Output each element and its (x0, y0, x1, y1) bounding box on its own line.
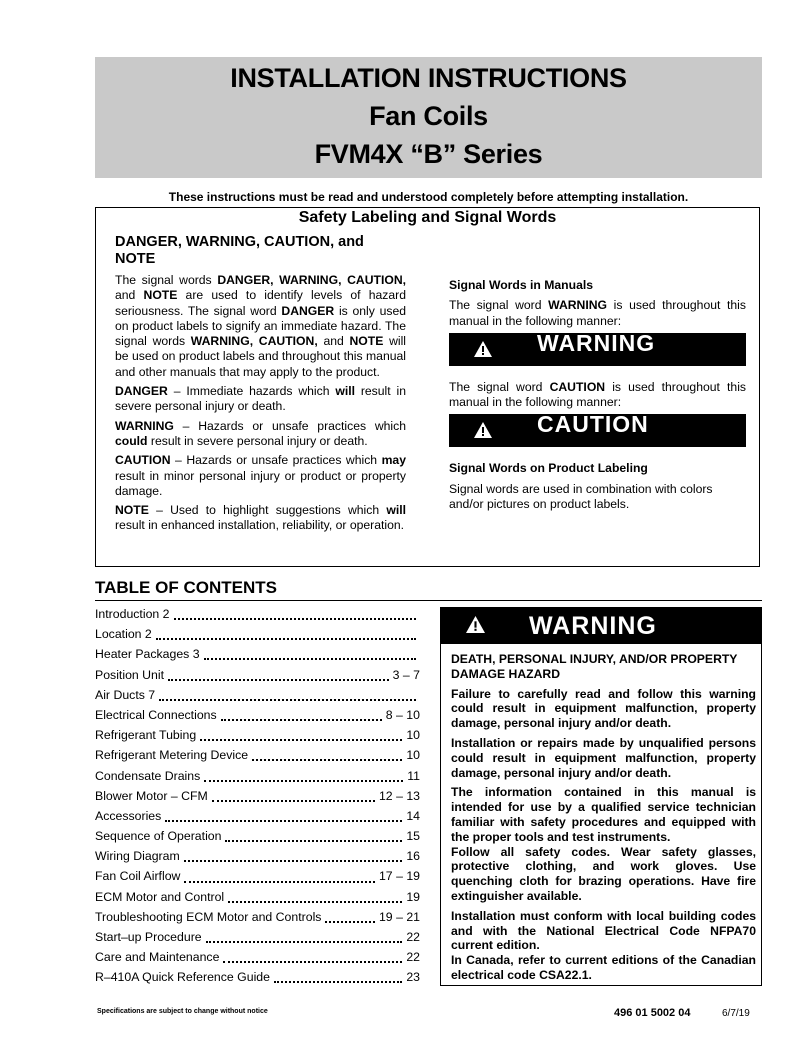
product-labeling-heading: Signal Words on Product Labeling (449, 461, 648, 476)
toc-entry-page: 8 – 10 (385, 707, 420, 722)
leader-dots (206, 941, 403, 943)
signal-word-paragraph (115, 419, 406, 450)
toc-entry-label: Air Ducts 7 (95, 687, 156, 702)
toc-entry[interactable] (95, 826, 420, 846)
leader-dots (228, 901, 402, 903)
signal-word-paragraphs (115, 273, 406, 534)
warning-paragraph: Failure to carefully read and follow this warning could result in equipment malfunction, property damage, personal injury and/or death. (451, 686, 756, 731)
text-run: The signal word (449, 379, 550, 394)
toc-entry-label: Wiring Diagram (95, 849, 180, 864)
toc-entry[interactable] (95, 806, 420, 826)
text-run: is used throughout this manual in the following manner: (449, 379, 746, 410)
warning-paragraph: The information contained in this manual is intended for use by a qualified service technician familiar with safety procedures and equipped with the proper tools and test instruments. (451, 785, 756, 844)
toc-entry-page: 15 (406, 829, 420, 844)
warning-paragraph: Installation or repairs made by unqualified persons could result in equipment malfunction, property damage, personal injury and/or death. (451, 735, 756, 780)
warning-box (440, 607, 762, 986)
leader-dots (184, 881, 375, 883)
warning-box-body (441, 644, 761, 983)
intro-notice: These instructions must be read and understood completely before attempting installation. (168, 190, 689, 204)
toc-entry[interactable] (95, 927, 420, 947)
title-line-2: Fan Coils (369, 101, 488, 131)
leader-dots (223, 961, 402, 963)
toc-entry-label: Introduction 2 (95, 607, 170, 621)
toc-entry-label: Fan Coil Airflow (95, 869, 181, 884)
leader-dots (200, 739, 402, 741)
toc-entry-label: Refrigerant Tubing (95, 728, 197, 743)
leader-dots (252, 759, 402, 761)
text-run: The signal word (449, 298, 549, 313)
warning-triangle-icon (466, 616, 485, 633)
toc-entry-label: Start–up Procedure (95, 930, 202, 944)
text-run: result in severe personal injury or death. (115, 384, 406, 414)
leader-dots (225, 840, 402, 842)
leader-dots (174, 618, 416, 620)
bold-text: NOTE (115, 503, 149, 518)
toc-entry-label: Sequence of Operation (95, 829, 222, 844)
toc-entry-page: 19 (406, 889, 420, 904)
title-line-3: FVM4X “B” Series (314, 139, 543, 169)
warning-paragraph: Follow all safety codes. Wear safety glasses, protective clothing, and work gloves. Use quenching cloth for brazing operations. Have fire extinguisher available. (451, 844, 756, 903)
warning-box-label: WARNING (529, 612, 657, 640)
bold-text: may (381, 453, 406, 468)
bold-text: NOTE (143, 288, 178, 303)
toc-entry-label: Accessories (95, 808, 162, 823)
bold-text: could (115, 433, 148, 448)
spec-note: Specifications are subject to change without notice (97, 1008, 268, 1015)
toc-entry[interactable] (95, 705, 420, 725)
toc-entry-page: 17 – 19 (378, 869, 420, 884)
toc-divider (95, 600, 762, 601)
bold-text: WARNING (548, 298, 608, 313)
manuals-heading: Signal Words in Manuals (449, 278, 594, 292)
toc-entry-page: 22 (406, 930, 420, 944)
text-run: are used to identify levels of hazard seriousness. The signal word (115, 288, 406, 318)
toc-entry[interactable] (95, 665, 420, 685)
toc-entry-page: 10 (406, 748, 420, 763)
text-run: result in severe personal injury or death. (147, 433, 368, 448)
bold-text: WARNING, CAUTION, (190, 334, 318, 349)
toc-entry[interactable] (95, 846, 420, 866)
warning-signal-label (449, 329, 746, 366)
toc-entry-page: 12 – 13 (378, 788, 420, 803)
toc-entry-page: 23 (406, 970, 420, 985)
caution-signal-label (449, 411, 746, 447)
toc-entry-page: 19 – 21 (378, 909, 420, 924)
bold-text: CAUTION (115, 453, 171, 468)
toc-entry-label: Position Unit (95, 667, 165, 682)
toc-entry[interactable] (95, 644, 420, 664)
toc-entry-page: 3 – 7 (392, 667, 420, 682)
signal-word-paragraph (115, 273, 406, 380)
toc-heading: TABLE OF CONTENTS (95, 578, 277, 597)
toc-entry[interactable] (95, 786, 420, 806)
text-run: will be used on product labels and throughout this manual and other manuals that may apply to the product. (115, 334, 407, 379)
bold-text: will (386, 503, 406, 518)
bold-text: will (335, 384, 355, 399)
bold-text: DANGER, WARNING, CAUTION, (217, 273, 407, 287)
hazard-title: DEATH, PERSONAL INJURY, AND/OR PROPERTY DAMAGE HAZARD (451, 652, 738, 681)
warning-usage-text (449, 298, 746, 329)
toc-entry-page: 14 (406, 808, 420, 823)
toc-entry-page: 16 (406, 849, 420, 864)
leader-dots (274, 981, 402, 983)
toc-entry[interactable] (95, 907, 420, 927)
table-of-contents (95, 604, 420, 988)
leader-dots (184, 860, 403, 862)
leader-dots (165, 820, 402, 822)
signal-words-heading: DANGER, WARNING, CAUTION, and NOTE (115, 234, 364, 267)
toc-entry[interactable] (95, 725, 420, 745)
warning-label: WARNING (537, 329, 656, 356)
safety-right-column (449, 278, 746, 516)
warning-paragraph: Installation must conform with local building codes and with the National Electrical Code NFPA70 current edition. (451, 908, 756, 953)
leader-dots (212, 800, 375, 802)
warning-box-header (441, 608, 761, 644)
toc-entry[interactable] (95, 967, 420, 987)
toc-entry-label: Troubleshooting ECM Motor and Controls (95, 909, 322, 924)
text-run: and (115, 288, 144, 303)
toc-entry-label: Care and Maintenance (95, 950, 220, 965)
leader-dots (168, 679, 389, 681)
toc-entry[interactable] (95, 766, 420, 786)
warning-triangle-icon (474, 422, 492, 438)
warning-paragraph: In Canada, refer to current editions of the Canadian electrical code CSA22.1. (451, 953, 756, 982)
toc-entry-label: ECM Motor and Control (95, 889, 225, 904)
leader-dots (156, 638, 416, 640)
caution-label: CAUTION (537, 411, 649, 438)
toc-entry-label: R–410A Quick Reference Guide (95, 970, 270, 985)
leader-dots (204, 780, 403, 782)
safety-left-column (115, 234, 406, 538)
bold-text: WARNING (115, 418, 174, 433)
toc-entry[interactable] (95, 887, 420, 907)
text-run: – Immediate hazards which (167, 384, 336, 399)
leader-dots (204, 658, 416, 660)
text-run: result in enhanced installation, reliability, or operation. (115, 518, 405, 533)
product-labeling-text: Signal words are used in combination with colors and/or pictures on product labels. (449, 481, 713, 512)
text-run: is used throughout this manual in the following manner: (449, 298, 746, 328)
bold-text: DANGER (115, 384, 168, 399)
title-banner (95, 57, 762, 178)
toc-entry[interactable] (95, 866, 420, 886)
bold-text: NOTE (349, 334, 384, 349)
toc-entry-label: Heater Packages 3 (95, 647, 200, 662)
text-run: and (317, 334, 350, 349)
text-run: – Hazards or unsafe practices which (170, 453, 382, 468)
safety-labeling-box (95, 207, 760, 567)
toc-entry-page: 10 (406, 728, 420, 743)
leader-dots (325, 921, 375, 923)
text-run: – Hazards or unsafe practices which (173, 418, 406, 433)
title-line-1: INSTALLATION INSTRUCTIONS (230, 63, 627, 93)
warning-triangle-icon (474, 341, 492, 357)
toc-entry-label: Location 2 (95, 627, 152, 642)
toc-entry-label: Condensate Drains (95, 768, 201, 783)
toc-entry-label: Refrigerant Metering Device (95, 748, 249, 763)
toc-entry[interactable] (95, 947, 420, 967)
text-run: is only used on product labels to signify an immediate hazard. The signal words (115, 303, 406, 349)
toc-entry[interactable] (95, 624, 420, 644)
text-run: – Used to highlight suggestions which (148, 503, 387, 518)
toc-entry-label: Electrical Connections (95, 707, 217, 722)
toc-entry-page: 22 (406, 950, 420, 965)
toc-entry[interactable] (95, 745, 420, 765)
leader-dots (221, 719, 382, 721)
toc-entry-page: 11 (407, 768, 420, 783)
leader-dots (159, 699, 416, 701)
bold-text: CAUTION (549, 379, 606, 394)
document-date: 6/7/19 (722, 1008, 750, 1019)
text-run: The signal words (115, 273, 218, 287)
caution-usage-text (449, 380, 746, 411)
signal-word-paragraph (115, 453, 406, 499)
bold-text: DANGER (281, 303, 335, 318)
document-number: 496 01 5002 04 (614, 1007, 691, 1019)
toc-entry[interactable] (95, 604, 420, 624)
safety-title: Safety Labeling and Signal Words (298, 209, 557, 226)
toc-entry[interactable] (95, 685, 420, 705)
signal-word-paragraph (115, 503, 406, 534)
toc-entry-label: Blower Motor – CFM (95, 788, 208, 803)
text-run: result in minor personal injury or product or property damage. (115, 468, 406, 498)
signal-word-paragraph (115, 384, 406, 415)
